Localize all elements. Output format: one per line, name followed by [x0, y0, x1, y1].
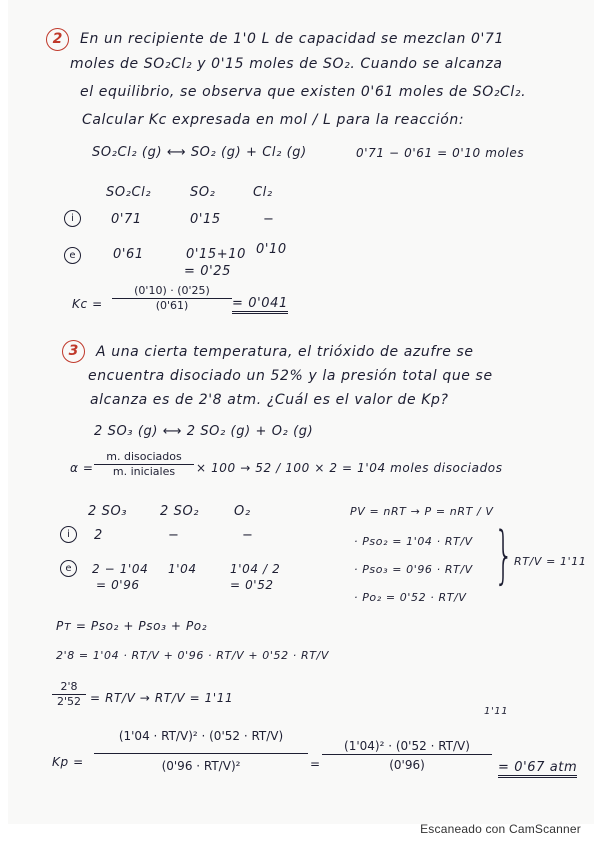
p3-text-line-2: encuentra disociado un 52% y la presión total que se — [88, 368, 493, 384]
p3-eq-so2: 1'04 — [168, 562, 197, 576]
p3-p-so2: · Pso₂ = 1'04 · RT/V — [354, 535, 473, 548]
p3-initial-so3: 2 — [94, 528, 103, 543]
p2-kc-numerator: (0'10) · (0'25) — [112, 284, 232, 299]
p3-initial-marker: i — [60, 526, 77, 543]
p3-alpha-calc: × 100 → 52 / 100 × 2 = 1'04 moles disociados — [196, 461, 503, 475]
p2-text-line-1: En un recipiente de 1'0 L de capacidad se mezclan 0'71 — [80, 31, 504, 47]
p3-ideal-gas: PV = nRT → P = nRT / V — [350, 505, 494, 518]
p2-eq-so2cl2: 0'61 — [113, 247, 144, 262]
p3-kp-label: Kp = — [52, 755, 84, 769]
p3-kp-result: = 0'67 atm — [498, 760, 577, 776]
p3-kp-mid-denominator: (0'96) — [389, 758, 425, 772]
p3-p-o2: · Po₂ = 0'52 · RT/V — [354, 591, 467, 604]
p3-initial-so2: − — [168, 528, 180, 543]
p3-total-pressure: Pᴛ = Pso₂ + Pso₃ + Po₂ — [56, 619, 208, 633]
p2-header-so2: SO₂ — [190, 185, 216, 200]
p3-eq-so3-result: = 0'96 — [96, 578, 140, 592]
p3-alpha-numerator: m. disociados — [94, 450, 194, 465]
p3-eq-o2: 1'04 / 2 — [230, 562, 281, 576]
p3-text-line-3: alcanza es de 2'8 atm. ¿Cuál es el valor de Kp? — [90, 392, 449, 408]
p2-initial-so2: 0'15 — [190, 212, 221, 227]
p2-kc-denominator: (0'61) — [155, 299, 189, 312]
p2-kc-fraction — [112, 284, 232, 312]
p2-text-line-4: Calcular Kc expresada en mol / L para la reacción: — [82, 112, 465, 128]
problem-2-number: 2 — [46, 28, 69, 51]
brace-icon: } — [494, 518, 514, 591]
p3-ratio-numerator: 2'8 — [52, 680, 86, 695]
p3-kp-denominator: (0'96 · RT/V)² — [161, 759, 241, 773]
p3-kp-fraction — [94, 730, 308, 773]
p2-header-cl2: Cl₂ — [253, 185, 273, 200]
p2-text-line-2: moles de SO₂Cl₂ y 0'15 moles de SO₂. Cuando se alcanza — [70, 56, 503, 72]
p3-header-so3: 2 SO₃ — [88, 504, 128, 519]
p3-rt-over-v: RT/V = 1'11 — [514, 555, 587, 568]
p3-header-o2: O₂ — [234, 504, 251, 519]
scanner-watermark: Escaneado con CamScanner — [420, 822, 581, 836]
p2-moles-calc: 0'71 − 0'61 = 0'10 moles — [356, 146, 525, 160]
p3-kp-numerator: (1'04 · RT/V)² · (0'52 · RT/V) — [94, 730, 308, 754]
p2-initial-so2cl2: 0'71 — [111, 212, 142, 227]
scanned-page — [8, 0, 594, 824]
p3-equilibrium-marker: e — [60, 560, 77, 577]
p3-alpha-fraction — [94, 450, 194, 478]
p2-header-so2cl2: SO₂Cl₂ — [106, 185, 152, 200]
p3-ratio-result: = RT/V → RT/V = 1'11 — [90, 691, 234, 705]
p3-kp-mid-numerator: (1'04)² · (0'52 · RT/V) — [322, 740, 492, 755]
p2-initial-cl2: − — [263, 212, 275, 227]
p3-header-so2: 2 SO₂ — [160, 504, 200, 519]
p3-initial-o2: − — [242, 528, 254, 543]
p3-p-so3: · Pso₃ = 0'96 · RT/V — [354, 563, 473, 576]
p2-eq-cl2: 0'10 — [256, 242, 287, 257]
p2-eq-so2-result: = 0'25 — [184, 264, 232, 279]
p3-text-line-1: A una cierta temperatura, el trióxido de azufre se — [96, 344, 474, 360]
p3-ratio-denominator: 2'52 — [56, 695, 82, 708]
p2-initial-marker: i — [64, 210, 81, 227]
p3-kp-note: 1'11 — [484, 706, 509, 717]
problem-3-number: 3 — [62, 340, 85, 363]
p3-alpha-label: α = — [70, 461, 94, 475]
p2-text-line-3: el equilibrio, se observa que existen 0'61 moles de SO₂Cl₂. — [80, 84, 527, 100]
p3-ratio-fraction — [52, 680, 86, 708]
p3-kp-equals: = — [310, 757, 321, 771]
p2-kc-result: = 0'041 — [232, 296, 288, 312]
p3-eq-so3: 2 − 1'04 — [92, 562, 149, 576]
p3-eq-o2-result: = 0'52 — [230, 578, 274, 592]
p3-alpha-denominator: m. iniciales — [112, 465, 176, 478]
p2-eq-so2: 0'15+10 — [186, 247, 247, 262]
p2-reaction: SO₂Cl₂ (g) ⟷ SO₂ (g) + Cl₂ (g) — [92, 145, 307, 160]
p3-total-sum: 2'8 = 1'04 · RT/V + 0'96 · RT/V + 0'52 · RT/V — [56, 649, 329, 662]
p2-kc-label: Kc = — [72, 297, 103, 311]
p3-reaction: 2 SO₃ (g) ⟷ 2 SO₂ (g) + O₂ (g) — [94, 424, 314, 439]
p3-kp-mid-fraction — [322, 740, 492, 772]
p2-equilibrium-marker: e — [64, 247, 81, 264]
